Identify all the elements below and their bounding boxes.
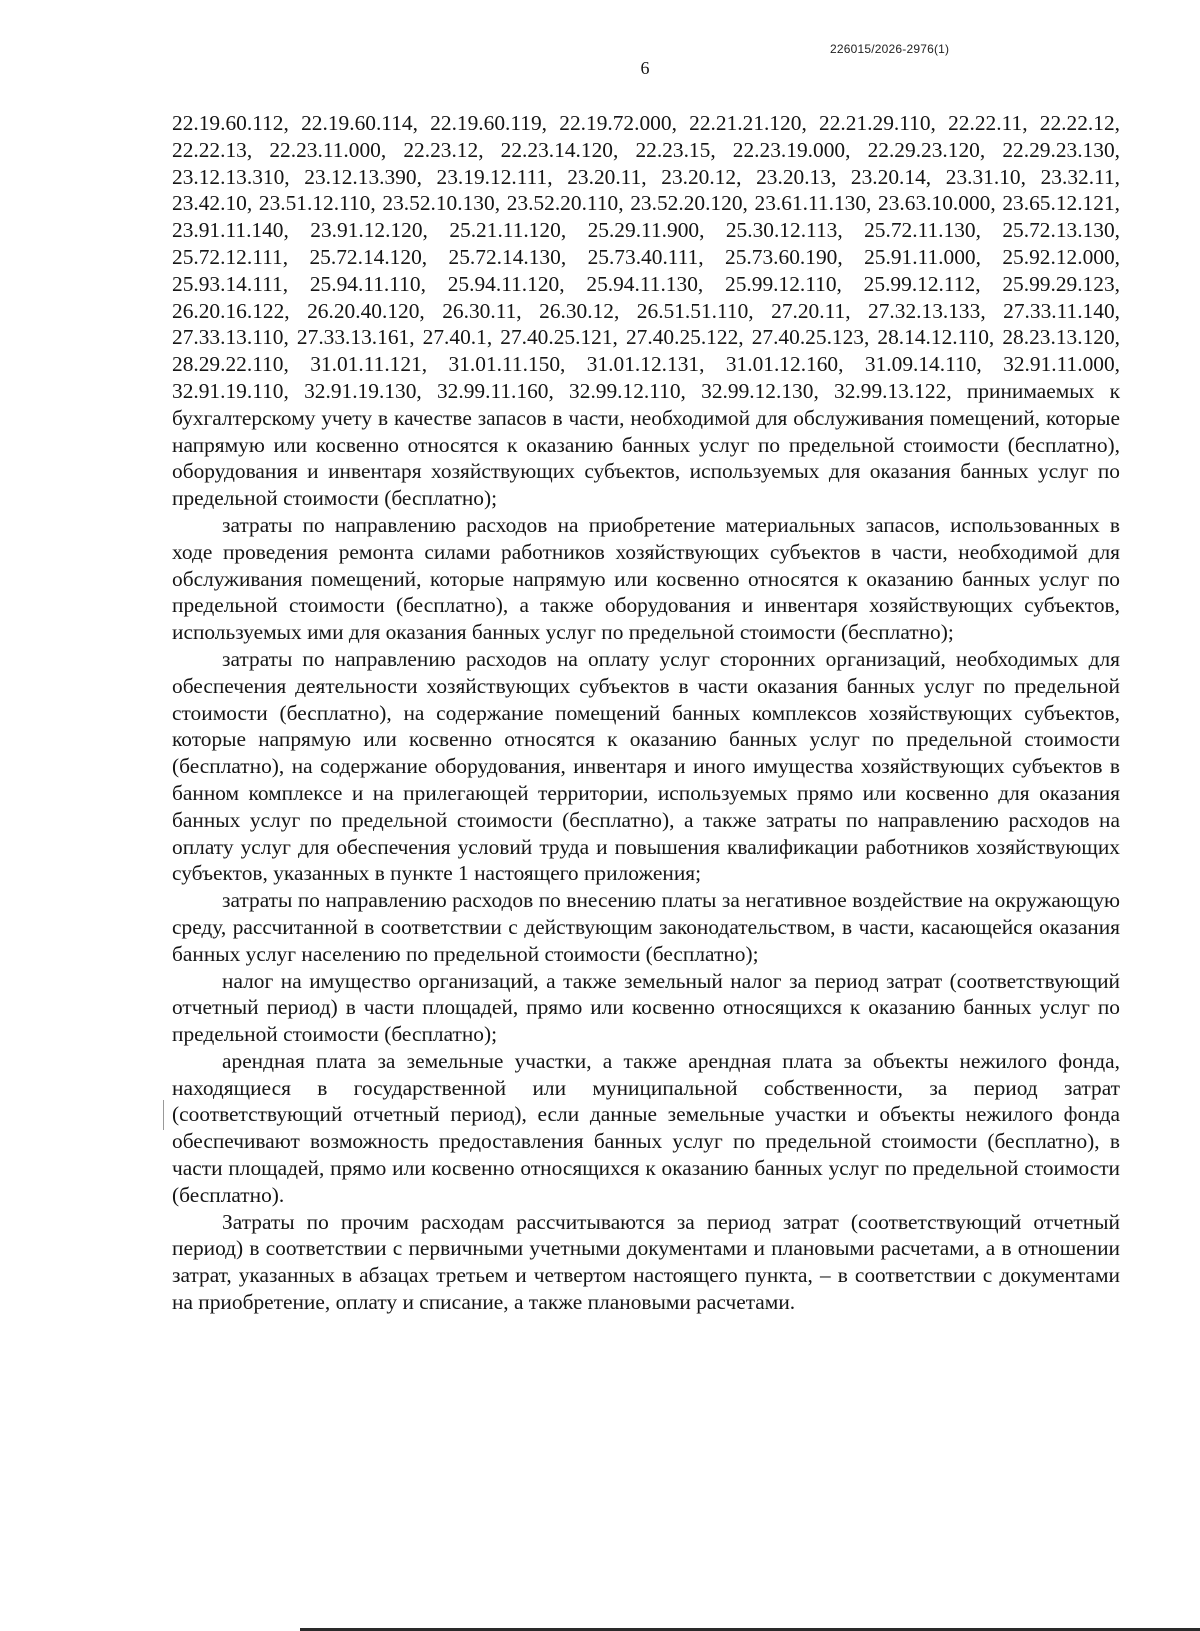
paragraph-property-land-tax: налог на имущество организаций, а также земельный налог за период затрат (соответствующий отчетный период) в части площадей, прямо или косвенно относящихся к оказанию банных услуг по предельной стоимости (бесплатно); xyxy=(172,968,1120,1047)
paragraph-material-repair-costs: затраты по направлению расходов на приобретение материальных запасов, использованных в ходе проведения ремонта силами работников хозяйствующих субъектов в части, необходимой для обслуживания помещений, которые напрямую или косвенно относятся к оказанию банных услуг по предельной стоимости (бесплатно), а также оборудования и инвентаря хозяйствующих субъектов, используемых ими для оказания банных услуг по предельной стоимости (бесплатно); xyxy=(172,512,1120,645)
paragraph-environmental-fee-costs: затраты по направлению расходов по внесению платы за негативное воздействие на окружающую среду, рассчитанной в соответствии с действующим законодательством, в части, касающейся оказания банных услуг населению по предельной стоимости (бесплатно); xyxy=(172,888,1120,966)
paragraph-third-party-services-costs: затраты по направлению расходов на оплату услуг сторонних организаций, необходимых для обеспечения деятельности хозяйствующих субъектов в части оказания банных услуг по предельной стоимости (бесплатно), на содержание помещений банных комплексов хозяйствующих субъектов, которые напрямую или косвенно относятся к оказанию банных услуг по предельной стоимости (бесплатно), на содержание оборудования, инвентаря и иного имущества хозяйствующих субъектов в банном комплексе и на прилегающей территории, используемых прямо или косвенно для оказания банных услуг по предельной стоимости (бесплатно), а также затраты по направлению расходов на оплату услуг для обеспечения условий труда и повышения квалификации работников хозяйствующих субъектов, указанных в пункте 1 настоящего приложения; xyxy=(172,646,1120,886)
document-body xyxy=(172,110,1120,1316)
paragraph-other-expenses: Затраты по прочим расходам рассчитываются за период затрат (соответствующий отчетный период) в соответствии с первичными учетными документами и плановыми расчетами, а в отношении затрат, указанных в абзацах третьем и четвертом настоящего пункта, – в соответствии с документами на приобретение, оплату и списание, а также плановыми расчетами. xyxy=(172,1209,1120,1315)
document-number: 226015/2026-2976(1) xyxy=(830,42,950,56)
page-number: 6 xyxy=(640,58,650,78)
paragraph-rent-payments: арендная плата за земельные участки, а также арендная плата за объекты нежилого фонда, находящиеся в государственной или муниципальной собственности, за период затрат (соответствующий отчетный период), если данные земельные участки и объекты нежилого фонда обеспечивают возможность предоставления банных услуг по предельной стоимости (бесплатно), в части площадей, прямо или косвенно относящихся к оказанию банных услуг по предельной стоимости (бесплатно). xyxy=(172,1048,1120,1207)
scan-margin-mark xyxy=(163,1100,164,1130)
paragraph-okpd-codes-list: 22.19.60.112, 22.19.60.114, 22.19.60.119, 22.19.72.000, 22.21.21.120, 22.21.29.110, 22.22.11, 22.22.12, 22.22.13, 22.23.11.000, 22.23.12, 22.23.14.120, 22.23.15, 22.23.19.000, 22.29.23.120, 22.29.23.130, 23.12.13.310, 23.12.13.390, 23.19.12.111, 23.20.11, 23.20.12, 23.20.13, 23.20.14, 23.31.10, 23.32.11, 23.42.10, 23.51.12.110, 23.52.10.130, 23.52.20.110, 23.52.20.120, 23.61.11.130, 23.63.10.000, 23.65.12.121, 23.91.11.140, 23.91.12.120, 25.21.11.120, 25.29.11.900, 25.30.12.113, 25.72.11.130, 25.72.13.130, 25.72.12.111, 25.72.14.120, 25.72.14.130, 25.73.40.111, 25.73.60.190, 25.91.11.000, 25.92.12.000, 25.93.14.111, 25.94.11.110, 25.94.11.120, 25.94.11.130, 25.99.12.110, 25.99.12.112, 25.99.29.123, 26.20.16.122, 26.20.40.120, 26.30.11, 26.30.12, 26.51.51.110, 27.20.11, 27.32.13.133, 27.33.11.140, 27.33.13.110, 27.33.13.161, 27.40.1, 27.40.25.121, 27.40.25.122, 27.40.25.123, 28.14.12.110, 28.23.13.120, 28.29.22.110, 31.01.11.121, 31.01.11.150, 31.01.12.131, 31.01.12.160, 31.09.14.110, 32.91.11.000, 32.91.19.110, 32.91.19.130, 32.99.11.160, 32.99.12.110, 32.99.12.130, 32.99.13.122, принимаемых к бухгалтерскому учету в качестве запасов в части, необходимой для обслуживания помещений, которые напрямую или косвенно относятся к оказанию банных услуг по предельной стоимости (бесплатно), оборудования и инвентаря хозяйствующих субъектов, используемых для оказания банных услуг по предельной стоимости (бесплатно); xyxy=(172,111,1120,511)
